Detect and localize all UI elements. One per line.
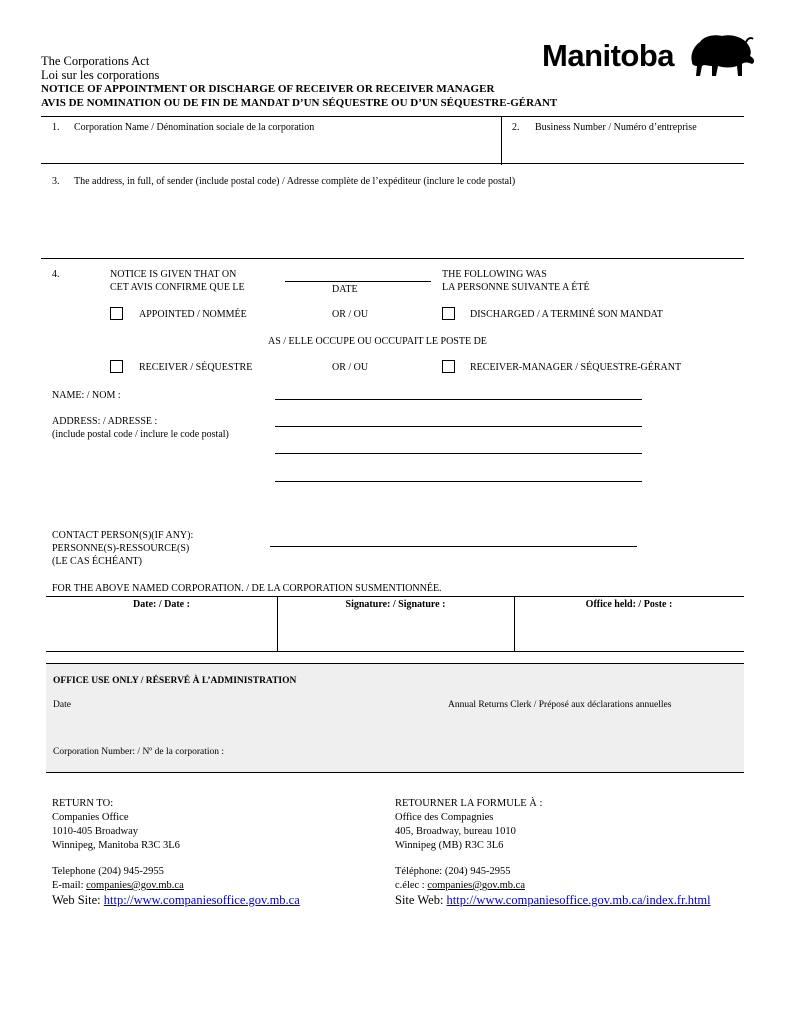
receiver-manager-label: RECEIVER-MANAGER / SÉQUESTRE-GÉRANT xyxy=(470,362,682,373)
contact-label-1: CONTACT PERSON(S)(IF ANY): xyxy=(52,530,194,541)
section1-label: Corporation Name / Dénomination sociale de la corporation xyxy=(74,122,315,133)
office-use-date: Date xyxy=(53,700,71,710)
logo-wordmark: Manitoba xyxy=(542,38,675,73)
signature-table xyxy=(46,596,744,652)
contact-person-field[interactable] xyxy=(270,546,637,547)
form-title-en: NOTICE OF APPOINTMENT OR DISCHARGE OF RECEIVER OR RECEIVER MANAGER xyxy=(41,83,495,95)
name-field[interactable] xyxy=(275,399,642,400)
email-link-fr[interactable]: companies@gov.mb.ca xyxy=(427,880,525,891)
return-en-line2: 1010-405 Broadway xyxy=(52,826,139,837)
email-link[interactable]: companies@gov.mb.ca xyxy=(86,880,184,891)
return-en-heading: RETURN TO: xyxy=(52,798,114,809)
sign-signature-header: Signature: / Signature : xyxy=(345,599,446,610)
name-label: NAME: / NOM : xyxy=(52,390,121,401)
or-label-2: OR / OU xyxy=(332,362,369,373)
date-caption: DATE xyxy=(332,284,358,295)
contact-label-2: PERSONNE(S)-RESSOURCE(S) xyxy=(52,543,190,554)
website-link-fr[interactable]: http://www.companiesoffice.gov.mb.ca/index.fr.html xyxy=(446,893,711,907)
return-fr-email-row xyxy=(395,880,525,891)
return-en-line3: Winnipeg, Manitoba R3C 3L6 xyxy=(52,840,180,851)
section2-number: 2. xyxy=(512,122,520,133)
form-title-fr: AVIS DE NOMINATION OU DE FIN DE MANDAT D’UN SÉQUESTRE OU D’UN SÉQUESTRE-GÉRANT xyxy=(41,97,558,109)
sign-date-header: Date: / Date : xyxy=(133,599,190,610)
return-en-email-row xyxy=(52,880,184,891)
appointed-label: APPOINTED / NOMMÉE xyxy=(139,309,247,320)
signature-field[interactable] xyxy=(282,613,510,647)
section1-number: 1. xyxy=(52,122,60,133)
address-line-2[interactable] xyxy=(275,453,642,454)
office-held-field[interactable] xyxy=(519,613,739,647)
web-label: Web Site: xyxy=(52,893,104,907)
following-en: THE FOLLOWING WAS xyxy=(442,269,547,280)
notice-fr: CET AVIS CONFIRME QUE LE xyxy=(110,282,245,293)
sign-date-field[interactable] xyxy=(50,613,272,647)
receiver-checkbox[interactable] xyxy=(110,360,123,373)
office-use-title: OFFICE USE ONLY / RÉSERVÉ À L’ADMINISTRATION xyxy=(53,676,297,686)
return-fr-line1: Office des Compagnies xyxy=(395,812,494,823)
return-fr-line3: Winnipeg (MB) R3C 3L6 xyxy=(395,840,504,851)
office-use-clerk: Annual Returns Clerk / Préposé aux déclarations annuelles xyxy=(448,700,672,710)
notice-en: NOTICE IS GIVEN THAT ON xyxy=(110,269,237,280)
appointed-checkbox[interactable] xyxy=(110,307,123,320)
return-fr-web-row xyxy=(395,893,711,908)
contact-label-3: (LE CAS ÉCHÉANT) xyxy=(52,556,142,567)
address-line-3[interactable] xyxy=(275,481,642,482)
sign-office-header: Office held: / Poste : xyxy=(585,599,673,610)
act-title-en: The Corporations Act xyxy=(41,54,150,68)
office-use-corp-number: Corporation Number: / Nº de la corporation : xyxy=(53,747,224,757)
receiver-label: RECEIVER / SÉQUESTRE xyxy=(139,362,253,373)
section3-number: 3. xyxy=(52,176,60,187)
bison-icon xyxy=(688,32,756,78)
act-title-fr: Loi sur les corporations xyxy=(41,68,160,82)
discharged-label: DISCHARGED / A TERMINÉ SON MANDAT xyxy=(470,309,663,320)
sender-address-field[interactable] xyxy=(74,192,734,254)
notice-date-field[interactable] xyxy=(285,281,431,282)
business-number-field[interactable] xyxy=(535,138,735,160)
for-corporation-text: FOR THE ABOVE NAMED CORPORATION. / DE LA CORPORATION SUSMENTIONNÉE. xyxy=(52,583,442,594)
section3-label: The address, in full, of sender (include postal code) / Adresse complète de l’expéditeur (inclure le code postal) xyxy=(74,176,516,187)
or-label-1: OR / OU xyxy=(332,309,369,320)
web-label-fr: Site Web: xyxy=(395,893,447,907)
following-fr: LA PERSONNE SUIVANTE A ÉTÉ xyxy=(442,282,590,293)
return-fr-heading: RETOURNER LA FORMULE À : xyxy=(395,798,543,809)
website-link[interactable]: http://www.companiesoffice.gov.mb.ca xyxy=(103,893,300,907)
corporation-name-field[interactable] xyxy=(74,138,494,160)
return-en-phone: Telephone (204) 945-2955 xyxy=(52,866,164,877)
return-fr-phone: Téléphone: (204) 945-2955 xyxy=(395,866,511,877)
address-note: (include postal code / inclure le code postal) xyxy=(52,429,229,440)
return-fr-line2: 405, Broadway, bureau 1010 xyxy=(395,826,516,837)
email-label-fr: c.élec : xyxy=(395,880,428,891)
return-en-line1: Companies Office xyxy=(52,812,129,823)
manitoba-logo xyxy=(542,32,756,78)
address-line-1[interactable] xyxy=(275,426,642,427)
receiver-manager-checkbox[interactable] xyxy=(442,360,455,373)
section2-label: Business Number / Numéro d’entreprise xyxy=(535,122,697,133)
address-label: ADDRESS: / ADRESSE : xyxy=(52,416,158,427)
email-label: E-mail: xyxy=(52,880,87,891)
return-en-web-row xyxy=(52,893,300,908)
discharged-checkbox[interactable] xyxy=(442,307,455,320)
office-use-panel xyxy=(46,663,744,773)
office-held-prompt: AS / ELLE OCCUPE OU OCCUPAIT LE POSTE DE xyxy=(268,336,487,347)
section4-number: 4. xyxy=(52,269,60,280)
